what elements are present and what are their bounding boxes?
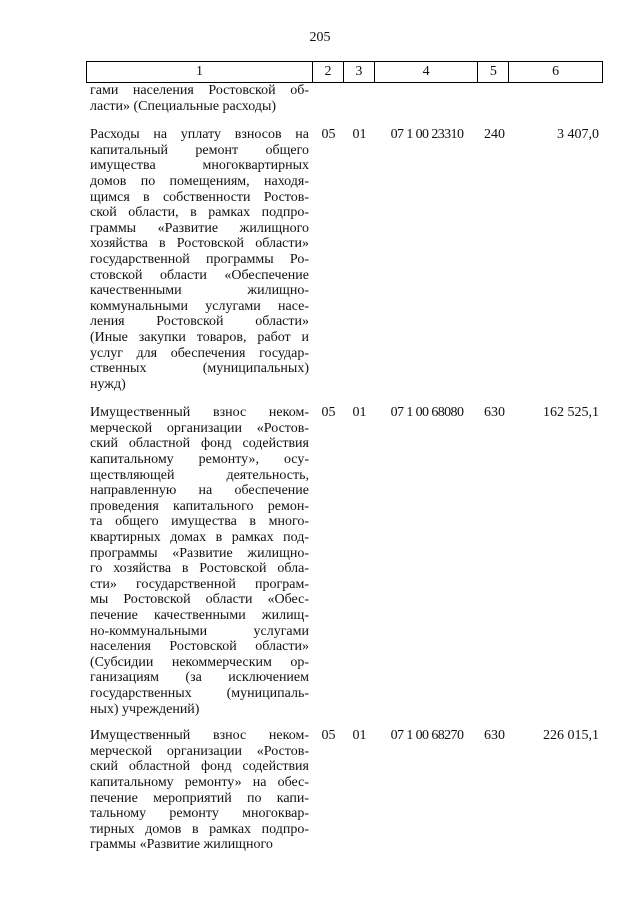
description-line: Имущественный взнос неком- [90,728,309,744]
description-line: го хозяйства в Ростовской обла- [90,561,309,577]
target-article-code: 07 1 00 68270 [390,728,464,744]
column-header-1: 1 [87,62,313,82]
description-line: ской области, в рамках подпро- [90,205,309,221]
target-article-code: 07 1 00 23310 [390,127,464,143]
description-line: Расходы на уплату взносов на [90,127,309,143]
description-line: ственных (муниципальных) [90,361,309,377]
row-spacer [86,114,603,127]
column-header-4: 4 [375,62,479,82]
description-line: капитальному ремонту» на обес- [90,774,309,790]
description-line: программы «Развитие жилищно- [90,545,309,561]
row-description [86,405,313,717]
description-line: населения Ростовской области» [90,639,309,655]
description-line: квартирных домах в рамках под- [90,530,309,546]
description-line: (Субсидии некоммерческим ор- [90,654,309,670]
table-body [86,83,603,853]
description-line: та общего имущества в много- [90,514,309,530]
row-description [86,83,313,114]
description-line: ласти» (Специальные расходы) [90,98,277,114]
description-line: капитальному ремонту», осу- [90,452,309,468]
row-spacer [86,717,603,728]
description-line: стовской области «Обеспечение [90,267,309,283]
table-row [86,728,603,853]
description-line: капитальный ремонт общего [90,142,309,158]
expense-type-code [479,83,510,114]
description-line: мерческой организации «Ростов- [90,743,309,759]
amount: 162 525,1 [543,405,599,421]
description-line: государственных (муниципаль- [90,685,309,701]
section-code: 05 [321,405,336,421]
description-line: ский областной фонд содействия [90,759,309,775]
description-line: (Иные закупки товаров, работ и [90,329,309,345]
amount: 3 407,0 [557,127,599,143]
description-line: качественными жилищно- [90,283,309,299]
description-line: ганизациям (за исключением [90,670,309,686]
row-spacer [86,392,603,405]
description-line: печение мероприятий по капи- [90,790,309,806]
description-line: мы Ростовской области «Обес- [90,592,309,608]
description-line: тальному ремонту многоквар- [90,806,309,822]
description-line: государственной программы Ро- [90,251,309,267]
budget-table [86,61,603,853]
column-header-3: 3 [344,62,375,82]
page-number: 205 [309,30,331,45]
section-code: 05 [321,127,336,143]
description-line: ществляющей деятельность, [90,467,309,483]
description-line: мерческой организации «Ростов- [90,420,309,436]
row-description [86,728,313,853]
section-code: 05 [321,728,336,744]
amount: 226 015,1 [543,728,599,744]
table-row [86,405,603,717]
row-description [86,127,313,392]
expense-type-code: 630 [484,405,505,421]
expense-type-code: 630 [484,728,505,744]
column-number-header [86,61,603,83]
subsection-code: 01 [352,728,367,744]
description-line: щимся в собственности Ростов- [90,189,309,205]
description-line: сти» государственной програм- [90,576,309,592]
description-line: гами населения Ростовской об- [90,83,309,98]
column-header-2: 2 [313,62,344,82]
subsection-code [344,83,375,114]
description-line: услуг для обеспечения государ- [90,345,309,361]
description-line: нужд) [90,376,126,392]
subsection-code: 01 [352,405,367,421]
description-line: граммы «Развитие жилищного [90,837,273,853]
description-line: коммунальными услугами насе- [90,298,309,314]
description-line: направленную на обеспечение [90,483,309,499]
column-header-6: 6 [552,64,560,79]
description-line: Имущественный взнос неком- [90,405,309,421]
section-code [313,83,344,114]
description-line: ных) учреждений) [90,701,200,717]
description-line: но-коммунальными услугами [90,623,309,639]
description-line: печение качественными жилищ- [90,608,309,623]
description-line: домов по помещениям, находя- [90,173,309,189]
description-line: ский областной фонд содействия [90,436,309,452]
description-line: проведения капитального ремон- [90,498,309,514]
target-article-code: 07 1 00 68080 [390,405,464,421]
column-header-5: 5 [478,62,509,82]
expense-type-code: 240 [484,127,505,143]
target-article-code [375,83,479,114]
description-line: граммы «Развитие жилищного [90,220,309,236]
subsection-code: 01 [352,127,367,143]
table-row [86,127,603,392]
description-line: тирных домов в рамках подпро- [90,821,309,837]
amount [510,83,603,114]
table-row [86,83,603,114]
description-line: хозяйства в Ростовской области» [90,236,309,252]
description-line: имущества многоквартирных [90,158,309,174]
description-line: ления Ростовской области» [90,314,309,330]
